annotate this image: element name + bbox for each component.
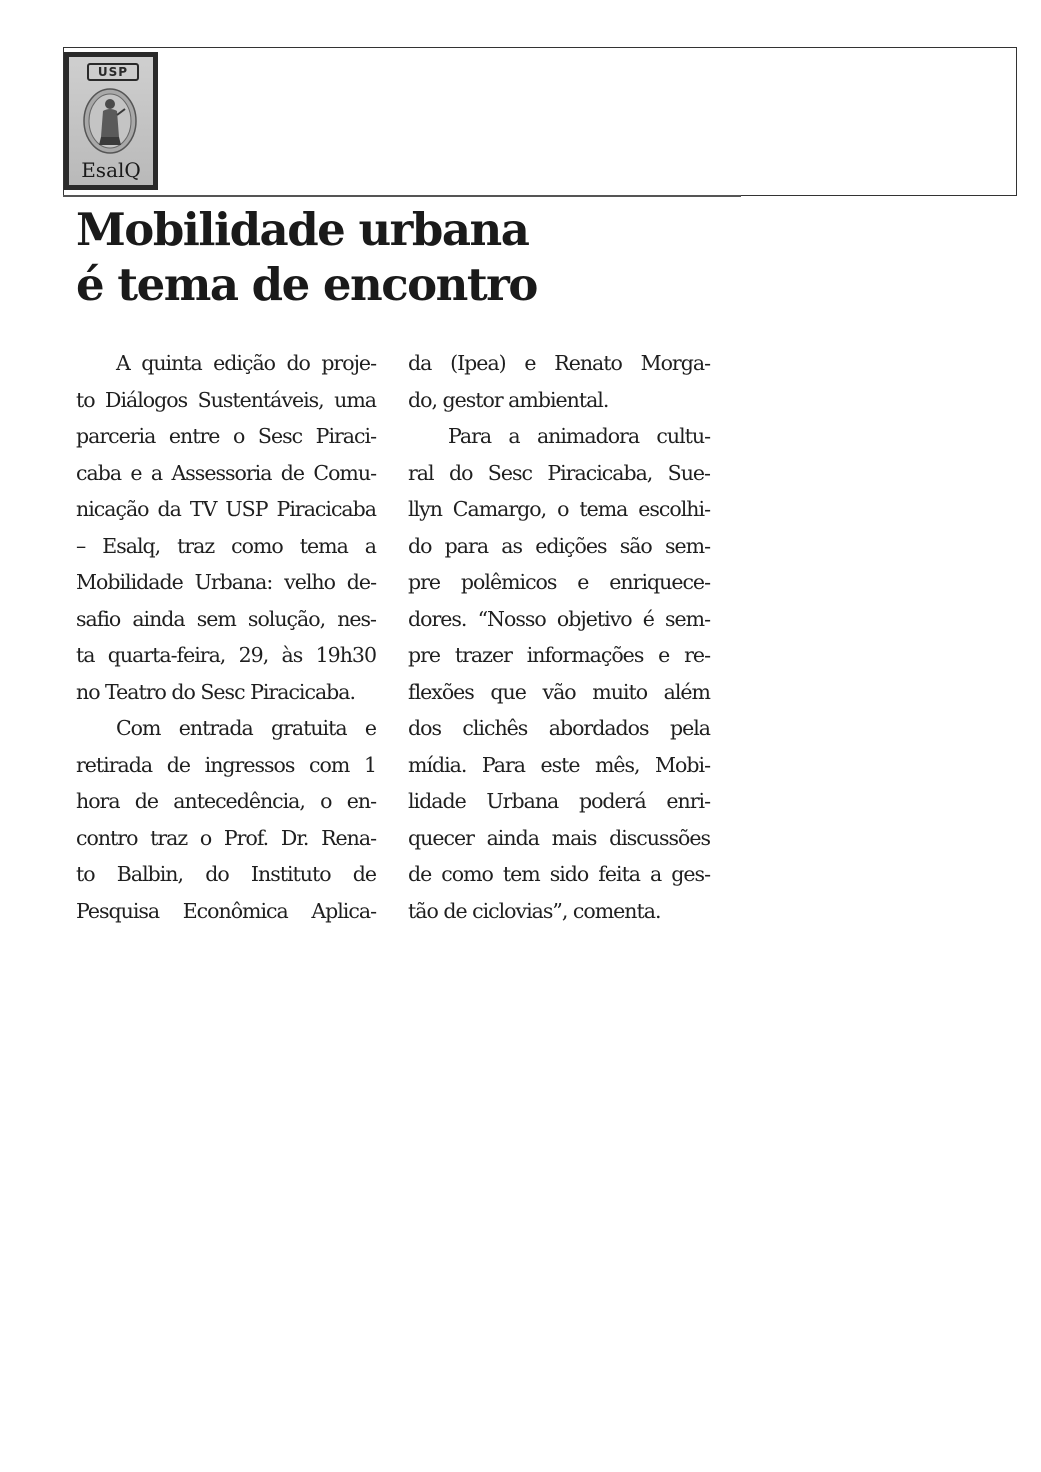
- article-text-line: contro traz o Prof. Dr. Rena-: [76, 825, 376, 850]
- article-text-line: Pesquisa Econômica Aplica-: [76, 898, 376, 923]
- article-text-line: Com entrada gratuita e: [116, 716, 376, 740]
- article-text-line: de como tem sido feita a ges-: [408, 862, 710, 886]
- article-text-line: ta quarta-feira, 29, às 19h30: [76, 643, 376, 667]
- clipping-header-frame: [63, 47, 1017, 196]
- article-text-line: to Balbin, do Instituto de: [76, 862, 376, 886]
- article-column-right: [408, 345, 710, 929]
- article-text-line: Mobilidade Urbana: velho de-: [76, 570, 376, 594]
- article-text-line: do para as edições são sem-: [408, 533, 710, 558]
- article-text-line: flexões que vão muito além: [408, 679, 710, 704]
- article-text-line: A quinta edição do proje-: [116, 351, 376, 375]
- article-text-line: ral do Sesc Piracicaba, Sue-: [408, 460, 710, 485]
- article-text-line: dores. “Nosso objetivo é sem-: [408, 606, 710, 631]
- article-text-line: retirada de ingressos com 1: [76, 752, 376, 777]
- article-text-line: no Teatro do Sesc Piracicaba.: [76, 679, 356, 704]
- article-text-line: pre trazer informações e re-: [408, 643, 710, 667]
- article-text-line: da (Ipea) e Renato Morga-: [408, 351, 710, 375]
- headline-line: Mobilidade urbana: [76, 203, 529, 256]
- article-text-line: do, gestor ambiental.: [408, 387, 609, 412]
- seal-icon: [81, 87, 139, 155]
- article-text-line: Para a animadora cultu-: [448, 424, 710, 448]
- article-text-line: hora de antecedência, o en-: [76, 789, 376, 813]
- logo-esalq-text: EsalQ: [81, 158, 141, 182]
- article-text-line: quecer ainda mais discussões: [408, 825, 710, 850]
- logo-panel: [69, 57, 153, 185]
- article-headline: [76, 202, 716, 312]
- article-text-line: safio ainda sem solução, nes-: [76, 606, 376, 631]
- article-text-line: dos clichês abordados pela: [408, 716, 710, 740]
- logo-usp-text: USP: [87, 63, 139, 81]
- article-text-line: caba e a Assessoria de Comu-: [76, 460, 376, 485]
- article-text-line: – Esalq, traz como tema a: [76, 533, 376, 558]
- usp-esalq-logo: [64, 52, 158, 190]
- article-text-line: parceria entre o Sesc Piraci-: [76, 424, 376, 448]
- article-text-line: lidade Urbana poderá enri-: [408, 789, 710, 813]
- headline-line: é tema de encontro: [76, 258, 537, 311]
- article-text-line: tão de ciclovias”, comenta.: [408, 898, 661, 923]
- article-text-line: to Diálogos Sustentáveis, uma: [76, 387, 376, 412]
- article-text-line: nicação da TV USP Piracicaba: [76, 497, 376, 521]
- article-text-line: llyn Camargo, o tema escolhi-: [408, 497, 710, 521]
- header-divider: [63, 195, 741, 197]
- article-text-line: mídia. Para este mês, Mobi-: [408, 752, 710, 777]
- article-text-line: pre polêmicos e enriquece-: [408, 570, 710, 594]
- article-column-left: [76, 345, 376, 929]
